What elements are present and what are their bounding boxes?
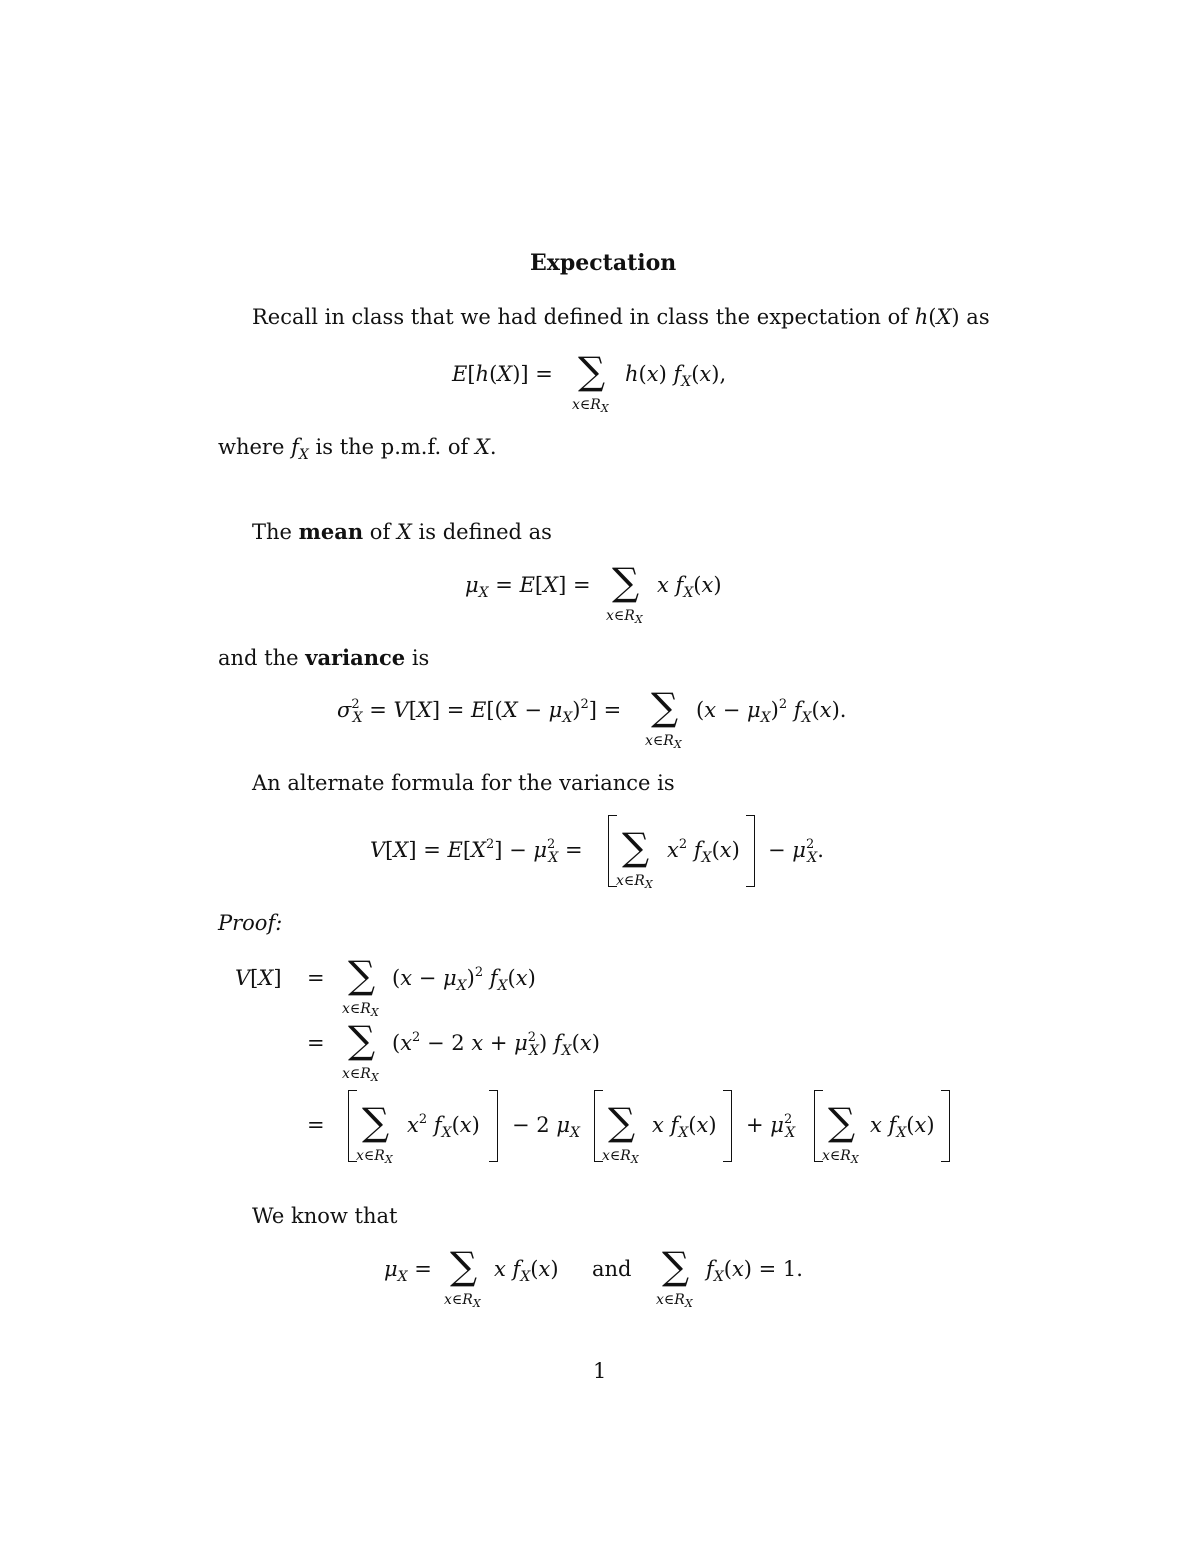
sum-symbol: ∑ xyxy=(348,1018,376,1062)
equation-expectation-rhs: h(x) $f_X(x)$, xyxy=(625,362,727,390)
sum-limit: $x\in R_X$ xyxy=(342,1001,379,1019)
final-eq-mean: x $f_X(x)$ xyxy=(494,1257,559,1285)
final-eq-lhs: $\mu_X$ = xyxy=(384,1257,432,1285)
we-know-text: We know that xyxy=(252,1204,398,1228)
proof-line-3-mid-1: − 2 $\mu_X$ xyxy=(512,1113,580,1141)
equation-alternate: $V[X] = E[X^2] - \mu^2_X$ = xyxy=(370,837,583,866)
alternate-intro: An alternate formula for the variance is xyxy=(252,771,675,795)
sum-symbol: ∑ xyxy=(828,1100,856,1144)
right-bracket xyxy=(746,815,755,887)
sum-limit: $x\in R_X$ xyxy=(602,1148,639,1166)
variance-intro: and the variance is xyxy=(218,645,430,670)
proof-eq-1: = xyxy=(307,966,325,990)
sum-limit: $x\in R_X$ xyxy=(656,1292,693,1310)
final-eq-sum-one: $f_X(x) = 1$. xyxy=(706,1257,803,1285)
sum-symbol: ∑ xyxy=(348,953,376,997)
sum-symbol: ∑ xyxy=(662,1244,690,1288)
and-word: and xyxy=(592,1257,632,1281)
equation-variance-rhs: $(x - \mu_X)^2$ $f_X(x)$. xyxy=(696,697,847,726)
equation-mean: $\mu_X = E[X]$ = xyxy=(465,573,591,601)
proof-lhs: V[X] xyxy=(235,966,282,990)
mean-intro: The mean of X is defined as xyxy=(252,519,552,544)
sum-symbol: ∑ xyxy=(608,1100,636,1144)
intro-sentence: Recall in class that we had defined in class the expectation of xyxy=(252,305,909,329)
proof-line-3-term-1: $x^2$ $f_X(x)$ xyxy=(407,1112,480,1141)
intro-text: Recall in class that we had defined in class the expectation of h(X) as xyxy=(252,305,990,329)
right-bracket xyxy=(723,1090,732,1162)
sum-symbol: ∑ xyxy=(450,1244,478,1288)
sum-symbol: ∑ xyxy=(578,349,606,393)
page-number: 1 xyxy=(593,1359,607,1383)
proof-eq-2: = xyxy=(307,1031,325,1055)
mean-term: mean xyxy=(298,519,364,544)
sum-limit: $x\in R_X$ xyxy=(342,1066,379,1084)
page-title: Expectation xyxy=(530,250,677,276)
proof-line-1: $(x - \mu_X)^2$ $f_X(x)$ xyxy=(392,965,536,994)
where-text: where $f_X$ is the p.m.f. of X. xyxy=(218,435,497,463)
proof-line-3-term-2: x $f_X(x)$ xyxy=(652,1113,717,1141)
sum-symbol: ∑ xyxy=(612,560,640,604)
sum-symbol: ∑ xyxy=(622,825,650,869)
sum-limit: $x\in R_X$ xyxy=(616,873,653,891)
sum-symbol: ∑ xyxy=(362,1100,390,1144)
sum-limit: $x\in R_X$ xyxy=(606,608,643,626)
sum-limit: $x\in R_X$ xyxy=(444,1292,481,1310)
equation-variance: $\sigma^2_X = V[X] = E[(X - \mu_X)^2]$ = xyxy=(337,697,622,726)
sum-limit: $x\in R_X$ xyxy=(572,397,609,415)
proof-label: Proof: xyxy=(218,911,283,935)
proof-line-3-mid-2: + $\mu^2_X$ xyxy=(746,1112,796,1141)
variance-term: variance xyxy=(305,645,406,670)
sum-limit: $x\in R_X$ xyxy=(822,1148,859,1166)
right-bracket xyxy=(941,1090,950,1162)
equation-alternate-tail: − $\mu^2_X$. xyxy=(768,837,824,866)
proof-eq-3: = xyxy=(307,1113,325,1137)
intro-end: as xyxy=(966,305,990,329)
proof-line-2: ($x^2 - 2$ $x + \mu^2_X$) $f_X(x)$ xyxy=(392,1030,600,1059)
equation-alternate-inner: $x^2$ $f_X(x)$ xyxy=(667,837,740,866)
equation-mean-rhs: x $f_X(x)$ xyxy=(657,573,722,601)
sum-limit: $x\in R_X$ xyxy=(645,733,682,751)
sum-limit: $x\in R_X$ xyxy=(356,1148,393,1166)
equation-expectation: E[h(X)] = xyxy=(452,362,553,386)
proof-line-3-term-3: x $f_X(x)$ xyxy=(870,1113,935,1141)
right-bracket xyxy=(489,1090,498,1162)
sum-symbol: ∑ xyxy=(651,685,679,729)
